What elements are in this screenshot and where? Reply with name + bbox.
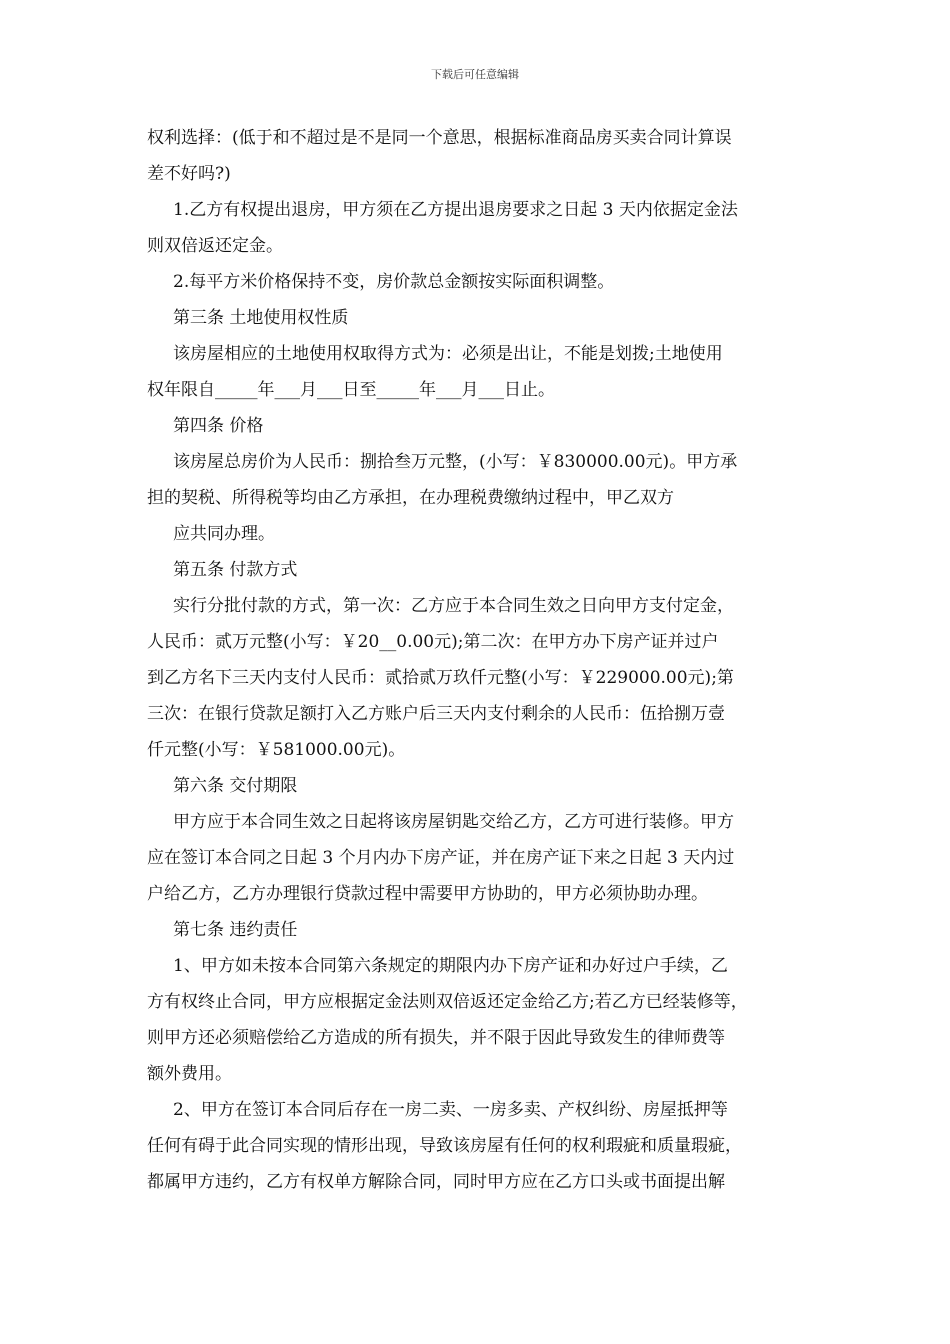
- text-line: 应共同办理。: [173, 524, 275, 544]
- text-line: 额外费用。: [147, 1064, 232, 1084]
- text-line: 该房屋总房价为人民币：捌拾叁万元整，(小写：￥830000.00元)。甲方承: [173, 452, 738, 472]
- section-heading: 第六条 交付期限: [173, 776, 298, 796]
- text-line: 方有权终止合同，甲方应根据定金法则双倍返还定金给乙方;若乙方已经装修等，: [147, 992, 748, 1012]
- text-line: 户给乙方，乙方办理银行贷款过程中需要甲方协助的，甲方必须协助办理。: [147, 884, 708, 904]
- text-line: 仟元整(小写：￥581000.00元)。: [147, 740, 406, 760]
- text-line: 都属甲方违约，乙方有权单方解除合同，同时甲方应在乙方口头或书面提出解: [147, 1172, 725, 1192]
- text-line: 权年限自_____年___月___日至_____年___月___日止。: [147, 380, 555, 400]
- section-heading: 第三条 土地使用权性质: [173, 308, 349, 328]
- text-line: 权利选择：(低于和不超过是不是同一个意思，根据标准商品房买卖合同计算误: [147, 128, 732, 148]
- text-line: 三次：在银行贷款足额打入乙方账户后三天内支付剩余的人民币：伍拾捌万壹: [147, 704, 725, 724]
- text-line: 则双倍返还定金。: [147, 236, 283, 256]
- section-heading: 第七条 违约责任: [173, 920, 298, 940]
- text-line: 差不好吗?): [147, 164, 231, 184]
- text-line: 甲方应于本合同生效之日起将该房屋钥匙交给乙方，乙方可进行装修。甲方: [173, 812, 734, 832]
- text-line: 到乙方名下三天内支付人民币：贰拾贰万玖仟元整(小写：￥229000.00元);第: [147, 668, 734, 688]
- text-line: 担的契税、所得税等均由乙方承担，在办理税费缴纳过程中，甲乙双方: [147, 488, 674, 508]
- text-line: 2、甲方在签订本合同后存在一房二卖、一房多卖、产权纠纷、房屋抵押等: [173, 1100, 728, 1120]
- text-line: 2.每平方米价格保持不变，房价款总金额按实际面积调整。: [173, 272, 615, 292]
- text-line: 人民币：贰万元整(小写：￥20__0.00元);第二次：在甲方办下房产证并过户: [147, 632, 719, 652]
- page-header: 下载后可任意编辑: [431, 68, 519, 81]
- text-line: 实行分批付款的方式，第一次：乙方应于本合同生效之日向甲方支付定金，: [173, 596, 734, 616]
- section-heading: 第五条 付款方式: [173, 560, 298, 580]
- document-body: [147, 120, 807, 1200]
- text-line: 该房屋相应的土地使用权取得方式为：必须是出让，不能是划拨;土地使用: [173, 344, 723, 364]
- text-line: 应在签订本合同之日起 3 个月内办下房产证，并在房产证下来之日起 3 天内过: [147, 848, 735, 868]
- section-heading: 第四条 价格: [173, 416, 264, 436]
- text-line: 1.乙方有权提出退房，甲方须在乙方提出退房要求之日起 3 天内依据定金法: [173, 200, 738, 220]
- text-line: 1、甲方如未按本合同第六条规定的期限内办下房产证和办好过户手续，乙: [173, 956, 728, 976]
- text-line: 则甲方还必须赔偿给乙方造成的所有损失，并不限于因此导致发生的律师费等: [147, 1028, 725, 1048]
- text-line: 任何有碍于此合同实现的情形出现，导致该房屋有任何的权利瑕疵和质量瑕疵，: [147, 1136, 742, 1156]
